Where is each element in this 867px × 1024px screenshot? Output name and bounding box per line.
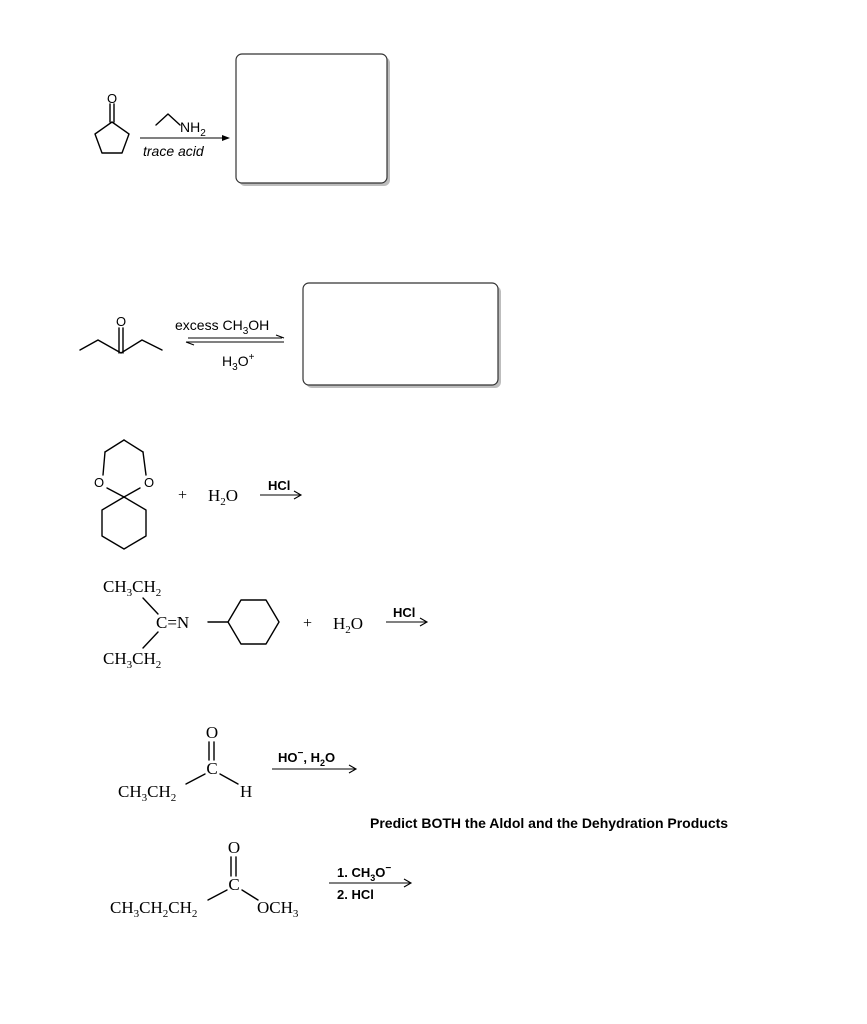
methoxy-group: OCH <box>257 898 293 917</box>
ethyl-group-bottom: CH <box>103 649 127 668</box>
water-label: H <box>208 486 221 505</box>
ethylamine-structure <box>156 114 206 139</box>
svg-text:H3O+: $H_3O^+$ <box>222 352 255 373</box>
svg-text:excess CH3OH: excess $CH_3OH$ <box>175 317 270 337</box>
amine-subscript: 2 <box>200 128 206 139</box>
plus-sign: + <box>178 487 188 504</box>
ethyl-group-top: CH <box>103 577 127 596</box>
cyclohexane-ring <box>102 497 146 549</box>
equilibrium-arrow <box>186 335 284 345</box>
svg-text:OCH3: $OCH_3$ <box>257 898 299 920</box>
reagent-hydronium: H <box>222 353 233 369</box>
hcl-catalyst-label: HCl <box>393 605 416 620</box>
ring-oxygen-left: O <box>93 475 105 490</box>
plus-sign: + <box>303 615 313 632</box>
hcl-catalyst-label: HCl <box>268 478 291 493</box>
carbonyl-carbon-label: C <box>206 759 218 778</box>
svg-text:H2O: $H_2O$ <box>208 486 239 508</box>
svg-text:H2O: $H_2O$ <box>333 614 364 636</box>
reaction-6 <box>110 838 411 920</box>
step-1-methoxide: 1. CH <box>337 865 371 880</box>
reaction-1 <box>95 54 390 186</box>
reaction-5-arrow <box>272 765 356 773</box>
carbonyl-oxygen-label: O <box>227 838 241 857</box>
svg-text:CH3CH2: $CH_3CH_2$ <box>118 782 177 804</box>
reagent-excess-methanol: excess CH <box>175 317 243 333</box>
cyclohexyl-ring <box>228 600 279 644</box>
amine-label: NH <box>180 119 201 135</box>
carbonyl-oxygen-label: O <box>106 91 118 106</box>
cyclopentanone-structure <box>95 91 129 153</box>
reaction-1-arrow <box>140 135 230 141</box>
carbonyl-carbon-label: C <box>228 875 240 894</box>
reaction-4 <box>103 577 427 671</box>
carbonyl-oxygen-label: O <box>205 723 219 742</box>
propyl-group: CH <box>110 898 134 917</box>
svg-text:CH3CH2: $CH_3CH_2$ <box>103 577 162 599</box>
dioxane-ring <box>94 440 154 497</box>
ethyl-group: CH <box>118 782 142 801</box>
hydroxide-water-label: HO <box>278 750 298 765</box>
answer-box-2[interactable] <box>303 283 501 388</box>
aldehyde-hydrogen-label: H <box>240 782 253 801</box>
step-2-acid: 2. HCl <box>337 887 374 902</box>
aldol-instruction-text: Predict BOTH the Aldol and the Dehydration Products <box>370 815 729 831</box>
svg-text:1. CH3O−: 1. $CH_3O^-$ <box>337 863 392 883</box>
svg-text:CH3CH2: $CH_3CH_2$ <box>103 649 162 671</box>
pentanone-structure <box>80 314 162 353</box>
trace-acid-label: trace acid <box>143 143 204 159</box>
reaction-2 <box>80 283 501 388</box>
imine-carbon-nitrogen: C=N <box>156 613 190 632</box>
answer-box-1[interactable] <box>236 54 390 186</box>
svg-text:HO−, H2O: HO−, $H_2O$ <box>278 748 336 768</box>
svg-text:NH2 <box>180 119 206 139</box>
svg-text:CH3CH2CH2: $CH_3CH_2CH_2$ <box>110 898 198 920</box>
reaction-3 <box>94 440 301 549</box>
water-label: H <box>333 614 346 633</box>
ring-oxygen-right: O <box>143 475 155 490</box>
reaction-5 <box>118 723 728 831</box>
carbonyl-oxygen-label: O <box>115 314 127 329</box>
